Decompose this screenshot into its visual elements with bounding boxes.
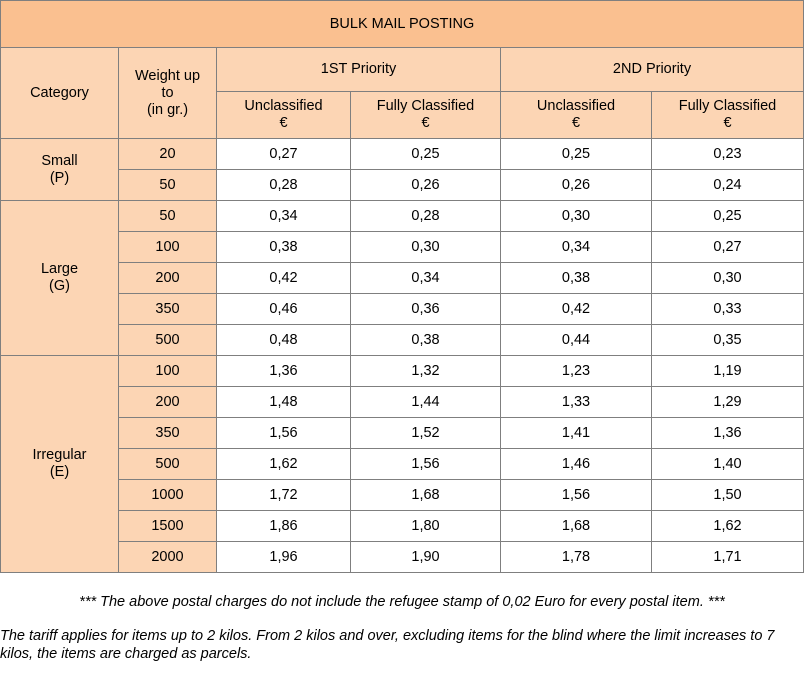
price-cell: 1,56 [351,449,501,480]
price-cell: 1,72 [217,480,351,511]
price-cell: 0,38 [217,232,351,263]
price-cell: 1,32 [351,356,501,387]
price-cell: 1,46 [501,449,652,480]
weight-cell: 20 [119,139,217,170]
table-row [1,418,804,449]
price-cell: 0,27 [652,232,804,263]
weight-cell: 50 [119,201,217,232]
price-cell: 1,80 [351,511,501,542]
price-cell: 1,68 [501,511,652,542]
price-cell: 0,24 [652,170,804,201]
table-row [1,232,804,263]
weight-cell: 500 [119,449,217,480]
price-cell: 1,56 [501,480,652,511]
header-p1-fully-classified [351,92,501,139]
price-cell: 0,42 [217,263,351,294]
category-code: (G) [49,278,70,294]
price-cell: 1,62 [652,511,804,542]
tariff-limit-note: The tariff applies for items up to 2 kilos. From 2 kilos and over, excluding items for the blind where the limit increases to 7 kilos, the items are charged as parcels. [0,628,775,662]
price-cell: 0,30 [351,232,501,263]
table-row [1,325,804,356]
category-large [1,201,119,356]
price-cell: 0,25 [501,139,652,170]
price-cell: 1,50 [652,480,804,511]
currency-symbol: € [571,115,581,131]
header-weight-line3: (in gr.) [146,101,189,118]
price-cell: 1,23 [501,356,652,387]
price-cell: 0,42 [501,294,652,325]
price-cell: 1,40 [652,449,804,480]
price-cell: 1,62 [217,449,351,480]
price-cell: 1,86 [217,511,351,542]
category-name: Small [41,152,78,169]
price-cell: 0,46 [217,294,351,325]
table-row [1,387,804,418]
price-cell: 1,33 [501,387,652,418]
price-cell: 0,34 [217,201,351,232]
price-cell: 0,26 [501,170,652,201]
header-p1-unclassified [217,92,351,139]
category-small [1,139,119,201]
header-label: Unclassified [244,98,323,114]
table-row [1,449,804,480]
price-cell: 1,90 [351,542,501,573]
price-cell: 0,34 [501,232,652,263]
weight-cell: 50 [119,170,217,201]
price-cell: 0,26 [351,170,501,201]
weight-cell: 1000 [119,480,217,511]
price-cell: 0,48 [217,325,351,356]
header-label: Fully Classified [376,98,475,114]
table-row [1,294,804,325]
category-irregular [1,356,119,573]
currency-symbol: € [723,115,732,131]
price-cell: 0,38 [351,325,501,356]
table-row [1,511,804,542]
header-p2-fully-classified [652,92,804,139]
header-p2-unclassified [501,92,652,139]
header-label: Fully Classified [678,98,777,114]
table-row [1,139,804,170]
weight-cell: 100 [119,232,217,263]
category-code: (E) [49,464,70,480]
price-cell: 0,25 [351,139,501,170]
table-row [1,263,804,294]
price-cell: 1,36 [652,418,804,449]
header-category: Category [1,48,119,139]
table-row [1,201,804,232]
weight-cell: 350 [119,294,217,325]
price-cell: 1,36 [217,356,351,387]
refugee-stamp-note: *** The above postal charges do not include the refugee stamp of 0,02 Euro for every postal item. *** [79,594,725,610]
price-cell: 0,28 [217,170,351,201]
currency-symbol: € [279,115,288,131]
header-weight-line2: to [161,84,174,101]
price-cell: 1,48 [217,387,351,418]
table-row [1,170,804,201]
price-cell: 1,44 [351,387,501,418]
category-name: Large [40,261,79,277]
price-cell: 1,41 [501,418,652,449]
price-cell: 0,34 [351,263,501,294]
weight-cell: 1500 [119,511,217,542]
price-cell: 0,23 [652,139,804,170]
price-cell: 0,25 [652,201,804,232]
price-cell: 0,30 [652,263,804,294]
currency-symbol: € [421,115,430,131]
price-cell: 1,29 [652,387,804,418]
weight-cell: 200 [119,263,217,294]
table-row [1,542,804,573]
table-row [1,480,804,511]
header-1st-priority: 1ST Priority [217,48,501,92]
table-title: BULK MAIL POSTING [1,1,804,48]
category-code: (P) [49,169,70,186]
weight-cell: 2000 [119,542,217,573]
price-cell: 0,35 [652,325,804,356]
header-weight [119,48,217,139]
price-cell: 1,96 [217,542,351,573]
header-2nd-priority: 2ND Priority [501,48,804,92]
price-cell: 0,44 [501,325,652,356]
price-cell: 1,56 [217,418,351,449]
price-cell: 0,33 [652,294,804,325]
weight-cell: 500 [119,325,217,356]
price-cell: 1,52 [351,418,501,449]
price-cell: 0,27 [217,139,351,170]
table-row [1,356,804,387]
price-cell: 0,30 [501,201,652,232]
weight-cell: 200 [119,387,217,418]
price-cell: 1,68 [351,480,501,511]
weight-cell: 350 [119,418,217,449]
price-cell: 0,36 [351,294,501,325]
price-cell: 1,71 [652,542,804,573]
weight-cell: 100 [119,356,217,387]
price-cell: 0,28 [351,201,501,232]
price-cell: 0,38 [501,263,652,294]
price-cell: 1,19 [652,356,804,387]
header-weight-line1: Weight up [134,67,201,84]
header-label: Unclassified [536,98,616,114]
category-name: Irregular [32,447,87,463]
price-cell: 1,78 [501,542,652,573]
